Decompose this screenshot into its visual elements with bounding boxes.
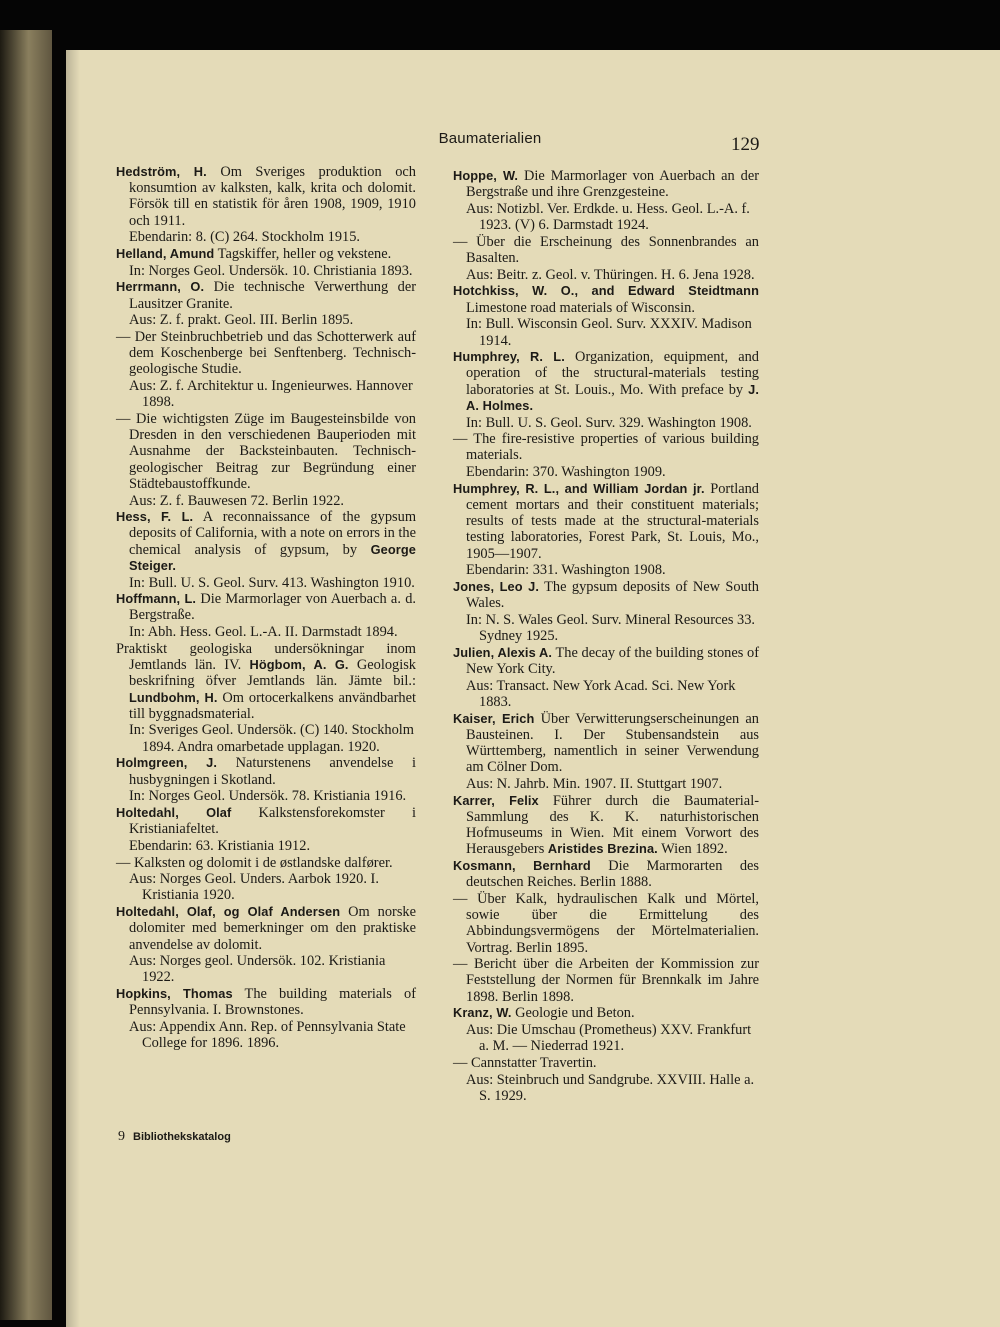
entry-text: Die Marmorlager von Auerbach a. d. Bergstraße. (129, 591, 416, 624)
entry-author: Aristides Brezina. (547, 841, 658, 857)
entry-text: In: Sveriges Geol. Undersök. (C) 140. Stockholm 1894. Andra omarbetade upplagan. 1920. (129, 722, 414, 755)
page-number: 129 (731, 134, 760, 155)
bibliography-source (453, 562, 759, 578)
entry-text: Om ortocerkalkens användbarhet till byggnadsmaterial. (129, 689, 416, 722)
bibliography-source (116, 493, 416, 509)
entry-text: The gypsum deposits of New South Wales. (466, 579, 759, 612)
entry-author: Högbom, A. G. (249, 657, 349, 673)
entry-author: Humphrey, R. L. (453, 349, 565, 365)
entry-author: Hotchkiss, W. O., and Edward Steidtmann (453, 283, 759, 299)
bibliography-entry (116, 986, 416, 1018)
entry-text: — Bericht über die Arbeiten der Kommission zur Feststellung der Normen für Brennkalk im Jahre 1898. Berlin 1898. (453, 956, 759, 1005)
entry-author: Holtedahl, Olaf, og Olaf Andersen (116, 904, 341, 920)
entry-text: Praktiskt geologiska undersökningar inom Jemtlands län. IV. (116, 640, 416, 674)
book-page (66, 50, 1000, 1327)
entry-author: Helland, Amund (116, 246, 215, 262)
entry-text: In: Bull. U. S. Geol. Surv. 413. Washington 1910. (129, 574, 415, 591)
entry-author: Jones, Leo J. (453, 579, 539, 595)
entry-text: In: Abh. Hess. Geol. L.-A. II. Darmstadt 1894. (129, 624, 398, 641)
entry-author: Lundbohm, H. (129, 689, 218, 705)
entry-text: In: Norges Geol. Undersök. 78. Kristiania 1916. (129, 788, 407, 805)
entry-text: Aus: Norges geol. Undersök. 102. Kristiania 1922. (129, 953, 386, 986)
bibliography-entry (116, 591, 416, 623)
entry-text: Ebendarin: 63. Kristiania 1912. (129, 837, 311, 854)
entry-text: Aus: Steinbruch und Sandgrube. XXVIII. Halle a. S. 1929. (466, 1071, 755, 1104)
bibliography-source (116, 229, 416, 245)
bibliography-entry (453, 431, 759, 463)
bibliography-source (116, 312, 416, 328)
entry-text: — Kalksten og dolomit i de østlandske dalfører. (116, 854, 393, 871)
bibliography-source (116, 722, 416, 754)
entry-text: Aus: Beitr. z. Geol. v. Thüringen. H. 6. Jena 1928. (466, 266, 755, 283)
bibliography-entry (116, 164, 416, 229)
bibliography-entry (116, 755, 416, 787)
entry-author: Hoppe, W. (453, 168, 519, 183)
entry-text: — The fire-resistive properties of various building materials. (453, 431, 759, 464)
bibliography-entry (453, 283, 759, 315)
entry-text: Aus: Die Umschau (Prometheus) XXV. Frankfurt a. M. — Niederrad 1921. (466, 1022, 752, 1055)
entry-text: Kalkstensforekomster i Kristianiafeltet. (129, 804, 416, 838)
entry-text: Über Verwitterungserscheinungen an Bausteinen. I. Der Stubensandstein aus Württemberg, namentlich in seiner Verwendung am Cölner Dom. (466, 710, 759, 776)
bibliography-source (453, 267, 759, 283)
entry-text: Ebendarin: 370. Washington 1909. (466, 464, 666, 481)
entry-text: Die Marmorlager von Auerbach an der Bergstraße und ihre Grenzgesteine. (466, 168, 759, 201)
entry-text: A reconnaissance of the gypsum deposits of California, with a note on errors in the chemical analysis of gypsum, by (129, 509, 417, 558)
entry-text: Ebendarin: 331. Washington 1908. (466, 562, 666, 579)
bibliography-entry (116, 246, 416, 262)
bibliography-source (116, 378, 416, 410)
previous-page-edge (0, 30, 52, 1320)
entry-text: Om norske dolomiter med bemerkninger om den praktiske anvendelse av dolomit. (129, 904, 417, 953)
bibliography-source (453, 776, 759, 792)
bibliography-entry (453, 168, 759, 200)
bibliography-source (453, 612, 759, 644)
entry-text: Naturstenens anvendelse i husbygningen i Skotland. (129, 755, 416, 788)
entry-text: In: N. S. Wales Geol. Surv. Mineral Resources 33. Sydney 1925. (466, 611, 756, 645)
bibliography-source (453, 678, 759, 710)
bibliography-entry (453, 1005, 759, 1021)
entry-text: — Die wichtigsten Züge im Baugesteinsbilde von Dresden in den verschiedenen Bauperioden mit Ausnahme der Backsteinbauten. Technisch-geologischer Beitrag zur Begründung einer Städtebaustoffkunde. (116, 411, 416, 492)
entry-author: Julien, Alexis A. (453, 644, 553, 660)
bibliography-entry (453, 891, 759, 956)
entry-text: Tagskiffer, heller og vekstene. (214, 246, 392, 263)
running-title: Baumaterialien (438, 130, 542, 147)
entry-author: Hopkins, Thomas (116, 986, 233, 1002)
bibliography-source (453, 464, 759, 480)
entry-text: Aus: Z. f. Architektur u. Ingenieurwes. Hannover 1898. (129, 378, 413, 411)
bibliography-entry (453, 645, 759, 677)
bibliography-entry (116, 509, 416, 574)
entry-text: The decay of the building stones of New York City. (466, 644, 759, 678)
entry-text: Aus: Norges Geol. Unders. Aarbok 1920. I. Kristiania 1920. (129, 871, 379, 904)
bibliography-source (116, 263, 416, 279)
bibliography-source (116, 953, 416, 985)
bibliography-entry (116, 855, 416, 871)
bibliography-source (453, 316, 759, 348)
entry-author: Karrer, Felix (453, 792, 539, 808)
bibliography-entry (453, 579, 759, 611)
bibliography-entry (453, 956, 759, 1005)
entry-text: Geologisk beskrifning öfver Jemtlands län. Jämte bil.: (129, 657, 417, 690)
entry-text: Aus: Transact. New York Acad. Sci. New York 1883. (466, 677, 736, 710)
entry-author: Hess, F. L. (116, 509, 194, 525)
entry-text: Portland cement mortars and their constituent materials; results of tests made at the structural-materials testing laboratories, Forest Park, St. Louis, Mo., 1905—1907. (466, 480, 759, 562)
bibliography-entry (453, 793, 759, 858)
bibliography-entry (453, 858, 759, 890)
entry-author: Kranz, W. (453, 1005, 512, 1021)
bibliography-entry (116, 411, 416, 492)
entry-text: Führer durch die Baumaterial-Sammlung des K. K. naturhistorischen Hofmuseums in Wien. Mit einem Vorwort des Herausgebers (466, 792, 759, 858)
entry-text: The building materials of Pennsylvania. I. Brownstones. (129, 986, 416, 1019)
printer-signature (118, 1129, 231, 1145)
entry-text: Aus: Z. f. prakt. Geol. III. Berlin 1895. (129, 312, 354, 329)
bibliography-source (453, 415, 759, 431)
left-column (116, 164, 416, 1052)
entry-author: Herrmann, O. (116, 279, 205, 295)
entry-text: Aus: Notizbl. Ver. Erdkde. u. Hess. Geol. L.-A. f. 1923. (V) 6. Darmstadt 1924. (466, 200, 750, 234)
bibliography-source (116, 1019, 416, 1051)
bibliography-source (116, 624, 416, 640)
bibliography-entry (453, 349, 759, 414)
entry-text: In: Bull. Wisconsin Geol. Surv. XXXIV. Madison 1914. (466, 316, 752, 349)
entry-text: Ebendarin: 8. (C) 264. Stockholm 1915. (129, 229, 361, 246)
entry-text: — Über Kalk, hydraulischen Kalk und Mörtel, sowie über die Ermittelung des Abbindungsvermögens der Mörtelmaterialien. Vortrag. Berlin 1895. (453, 890, 759, 956)
bibliography-entry (453, 1055, 759, 1071)
entry-author: Hoffmann, L. (116, 591, 197, 607)
bibliography-entry (116, 805, 416, 837)
entry-text: Die technische Verwerthung der Lausitzer Granite. (129, 279, 416, 312)
entry-text: Organization, equipment, and operation of the structural-materials testing laboratories at St. Louis., Mo. With preface by (466, 349, 760, 398)
bibliography-entry (116, 279, 416, 311)
bibliography-entry (116, 329, 416, 378)
bibliography-source (116, 838, 416, 854)
signature-number: 9 (118, 1129, 125, 1144)
bibliography-entry (453, 234, 759, 266)
entry-text: In: Norges Geol. Undersök. 10. Christiania 1893. (129, 262, 413, 279)
entry-text: Aus: Z. f. Bauwesen 72. Berlin 1922. (129, 492, 345, 509)
bibliography-source (116, 788, 416, 804)
signature-text: Bibliothekskatalog (133, 1131, 231, 1143)
entry-author: Humphrey, R. L., and William Jordan jr. (453, 480, 705, 496)
bibliography-entry (116, 641, 416, 722)
entry-text: — Cannstatter Travertin. (453, 1054, 597, 1071)
bibliography-source (453, 1022, 759, 1054)
entry-text: Wien 1892. (657, 841, 728, 858)
entry-text: — Über die Erscheinung des Sonnenbrandes an Basalten. (453, 233, 759, 267)
entry-author: Holmgreen, J. (116, 755, 217, 771)
entry-author: J. A. Holmes. (466, 381, 759, 413)
bibliography-source (453, 1072, 759, 1104)
entry-text: — Der Steinbruchbetrieb und das Schotterwerk auf dem Koschenberge bei Senftenberg. Technisch-geologische Studie. (116, 329, 416, 378)
bibliography-source (116, 871, 416, 903)
entry-author: George Steiger. (129, 541, 416, 573)
entry-text: Die Marmorarten des deutschen Reiches. Berlin 1888. (466, 858, 759, 891)
right-column (453, 168, 759, 1105)
entry-text: Om Sveriges produktion och konsumtion av kalksten, kalk, krita och dolomit. Försök till en statistik för åren 1908, 1909, 1910 och 1911. (129, 164, 416, 229)
entry-text: Aus: N. Jahrb. Min. 1907. II. Stuttgart 1907. (466, 776, 723, 793)
bibliography-source (116, 575, 416, 591)
entry-text: Aus: Appendix Ann. Rep. of Pennsylvania State College for 1896. 1896. (129, 1019, 406, 1052)
bibliography-entry (453, 481, 759, 562)
entry-text: Geologie und Beton. (511, 1005, 635, 1022)
entry-author: Kaiser, Erich (453, 710, 535, 726)
entry-author: Kosmann, Bernhard (453, 858, 591, 874)
entry-text: In: Bull. U. S. Geol. Surv. 329. Washington 1908. (466, 414, 752, 431)
entry-text: Limestone road materials of Wisconsin. (466, 299, 695, 316)
bibliography-entry (116, 904, 416, 953)
entry-author: Holtedahl, Olaf (116, 804, 232, 820)
bibliography-source (453, 201, 759, 233)
bibliography-entry (453, 711, 759, 776)
entry-author: Hedström, H. (116, 164, 207, 179)
